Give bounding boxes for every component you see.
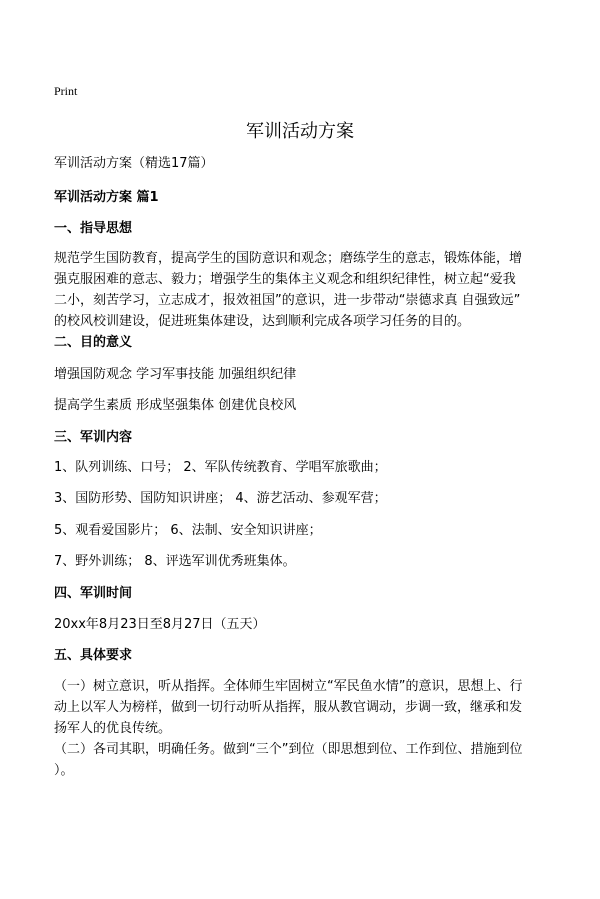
requirement-paragraph	[54, 676, 554, 739]
section-heading-training-content: 三、军训内容	[54, 430, 133, 445]
paragraph-line: （一）树立意识，听从指挥。全体师生牢固树立“军民鱼水情”的意识，思想上、行	[54, 679, 523, 694]
print-label: Print	[54, 84, 78, 98]
purpose-item: 提高学生素质 形成坚强集体 创建优良校风	[54, 398, 297, 413]
training-time-value: 20xx年8月23日至8月27日（五天）	[54, 617, 266, 632]
training-content-item: 7、野外训练； 8、评选军训优秀班集体。	[54, 554, 296, 569]
training-content-item: 1、队列训练、口号； 2、军队传统教育、学唱军旅歌曲；	[54, 460, 387, 475]
requirement-paragraph	[54, 739, 554, 781]
section-heading-guiding-ideology: 一、指导思想	[54, 221, 133, 236]
paragraph-line: （二）各司其职，明确任务。做到“三个”到位（即思想到位、工作到位、措施到位	[54, 742, 523, 757]
paragraph-line: 强克服困难的意志、毅力；增强学生的集体主义观念和组织纪律性，树立起“爱我	[54, 272, 516, 287]
paragraph-line: ）。	[54, 763, 74, 778]
guiding-ideology-paragraph	[54, 248, 554, 332]
purpose-item: 增强国防观念 学习军事技能 加强组织纪律	[54, 367, 297, 382]
training-content-item: 3、国防形势、国防知识讲座； 4、游艺活动、参观军营；	[54, 491, 387, 506]
section-heading-training-time: 四、军训时间	[54, 586, 133, 601]
training-content-item: 5、观看爱国影片； 6、法制、安全知识讲座；	[54, 523, 322, 538]
document-subtitle: 军训活动方案（精选17篇）	[54, 156, 214, 171]
paragraph-line: 的校风校训建设，促进班集体建设，达到顺利完成各项学习任务的目的。	[54, 314, 471, 329]
paragraph-line: 二小，刻苦学习，立志成才，报效祖国”的意识，进一步带动“崇德求真 自强致远”	[54, 293, 521, 308]
paragraph-line: 扬军人的优良传统。	[54, 721, 172, 736]
paragraph-line: 动上以军人为榜样，做到一切行动听从指挥，服从教官调动，步调一致，继承和发	[54, 700, 523, 715]
document-title: 军训活动方案	[246, 121, 354, 142]
paragraph-line: 规范学生国防教育，提高学生的国防意识和观念；磨练学生的意志，锻炼体能，增	[54, 251, 523, 266]
section-heading-requirements: 五、具体要求	[54, 648, 133, 663]
article-heading: 军训活动方案 篇1	[54, 190, 159, 205]
section-heading-purpose: 二、目的意义	[54, 335, 133, 350]
